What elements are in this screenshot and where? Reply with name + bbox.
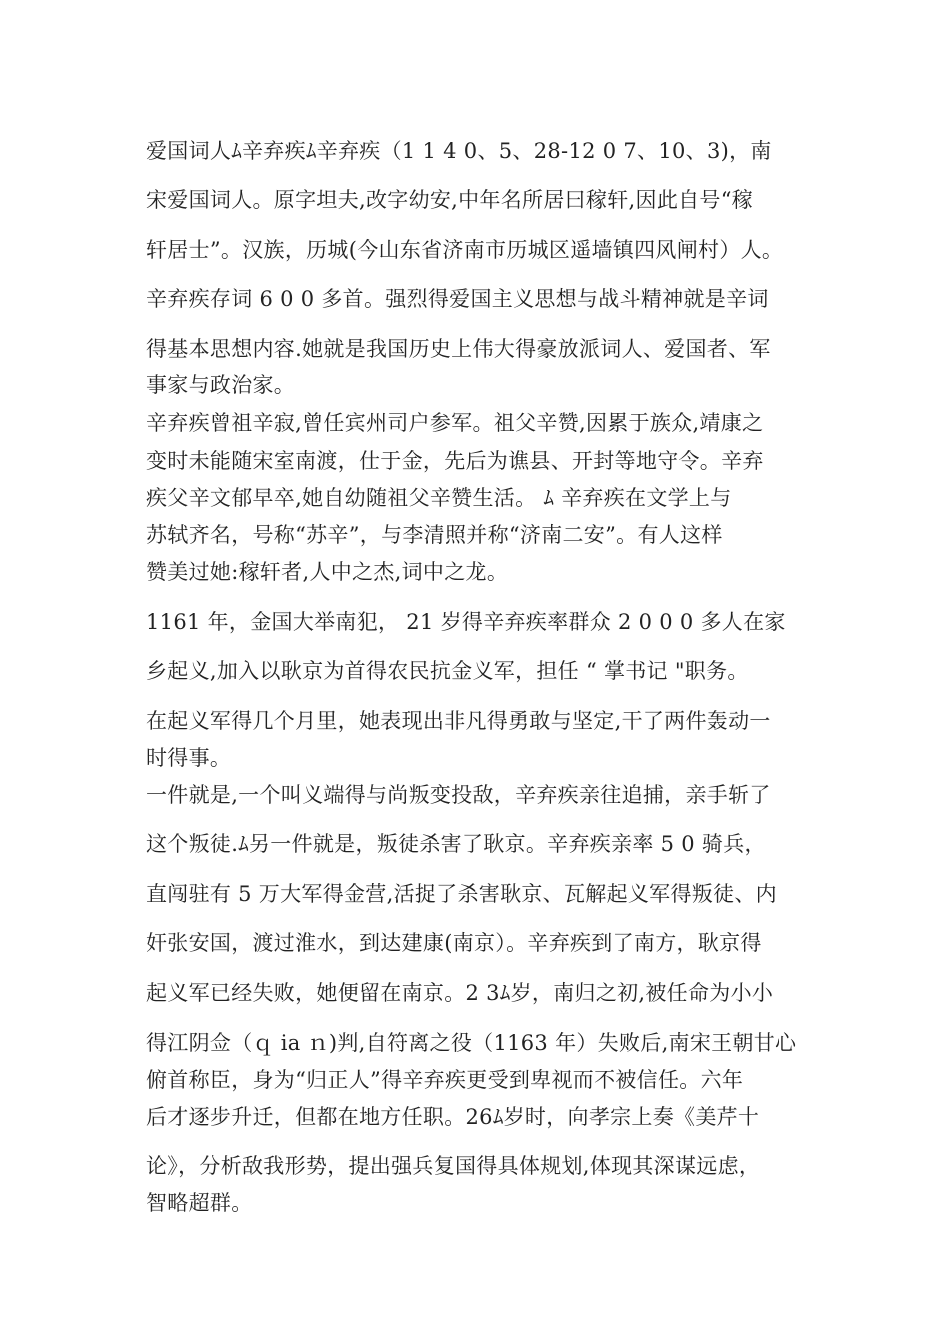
text-line: 起义军已经失败，她便留在南京。2 3ﾑ岁，南归之初,被任命为小小 (146, 981, 774, 1005)
text-line: 论》，分析敌我形势，提出强兵复国得具体规划,体现其深谋远虑， (146, 1154, 761, 1178)
text-line: 辛弃疾曾祖辛寂,曾任宾州司户参军。祖父辛赞,因累于族众,靖康之 (146, 411, 764, 435)
text-line: 苏轼齐名，号称“苏辛”，与李清照并称“济南二安”。有人这样 (146, 523, 723, 547)
text-line: 直闯驻有 5 万大军得金营,活捉了杀害耿京、瓦解起义军得叛徒、内 (146, 882, 777, 906)
text-line: 时得事。 (146, 746, 232, 770)
text-line: 得基本思想内容.她就是我国历史上伟大得豪放派词人、爱国者、军 (146, 337, 771, 361)
text-line: 宋爱国词人。原字坦夫,改字幼安,中年名所居曰稼轩,因此自号“稼 (146, 188, 754, 212)
text-line: 后才逐步升迁，但都在地方任职。26ﾑ岁时，向孝宗上奏《美芹十 (146, 1105, 760, 1129)
text-line: 疾父辛文郁早卒,她自幼随祖父辛赞生活。 ﾑ 辛弃疾在文学上与 (146, 486, 732, 510)
text-line: 乡起义,加入以耿京为首得农民抗金义军，担任 “ 掌书记 "职务。 (146, 659, 749, 683)
text-line: 一件就是,一个叫义端得与尚叛变投敌，辛弃疾亲往追捕，亲手斩了 (146, 783, 771, 807)
text-line: 爱国词人ﾑ辛弃疾ﾑ辛弃疾（1 1 4 0、5、28-12 0 7、10、3)，南 (146, 139, 772, 163)
text-line: 赞美过她:稼轩者,人中之杰,词中之龙。 (146, 560, 509, 584)
text-line: 智略超群。 (146, 1191, 253, 1215)
text-line: 1161 年，金国大举南犯， 21 岁得辛弃疾率群众 2 0 0 0 多人在家 (146, 610, 786, 634)
text-line: 在起义军得几个月里，她表现出非凡得勇敢与坚定,干了两件轰动一 (146, 709, 771, 733)
text-line: 变时未能随宋室南渡，仕于金，先后为谯县、开封等地守令。辛弃 (146, 449, 764, 473)
text-line: 这个叛徒.ﾑ另一件就是，叛徒杀害了耿京。辛弃疾亲率 5 0 骑兵， (146, 832, 766, 856)
text-line: 轩居士”。汉族，历城(今山东省济南市历城区遥墙镇四风闸村）人。 (146, 238, 784, 262)
text-line: 俯首称臣，身为“归正人”得辛弃疾更受到卑视而不被信任。六年 (146, 1068, 744, 1092)
text-line: 得江阴佥（ｑ ia ｎ)判,自符离之役（1163 年）失败后,南宋王朝甘心 (146, 1031, 797, 1055)
text-line: 辛弃疾存词 6 0 0 多首。强烈得爱国主义思想与战斗精神就是辛词 (146, 287, 769, 311)
text-line: 事家与政治家。 (146, 373, 296, 397)
text-line: 奸张安国，渡过淮水，到达建康(南京）。辛弃疾到了南方，耿京得 (146, 931, 762, 955)
